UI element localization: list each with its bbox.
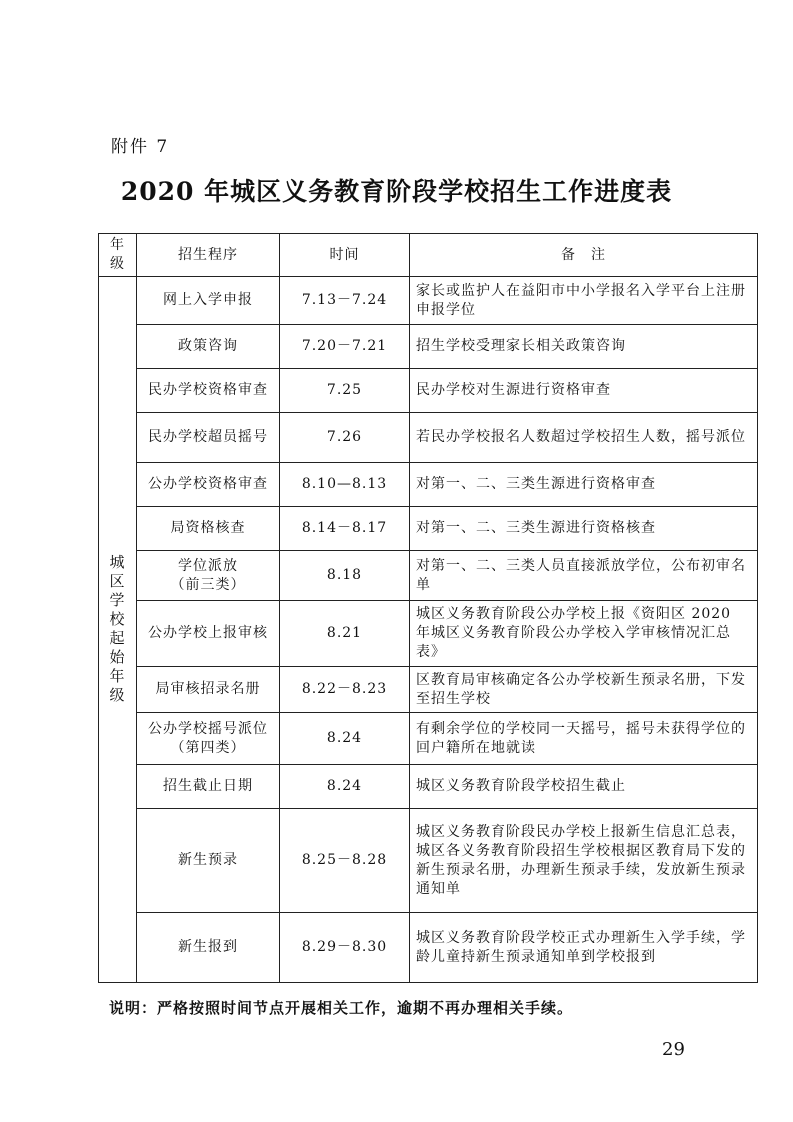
note-cell: 家长或监护人在益阳市中小学报名入学平台上注册申报学位 — [410, 277, 758, 325]
header-grade: 年级 — [99, 234, 137, 277]
table-row — [99, 601, 758, 667]
procedure-cell: 招生截止日期 — [137, 765, 280, 809]
time-cell: 8.25－8.28 — [280, 809, 410, 913]
procedure-cell — [137, 713, 280, 765]
note-cell: 城区义务教育阶段民办学校上报新生信息汇总表，城区各义务教育阶段招生学校根据区教育局下发的新生预录名册，办理新生预录手续，发放新生预录通知单 — [410, 809, 758, 913]
procedure-cell: 局审核招录名册 — [137, 667, 280, 713]
table-row — [99, 463, 758, 507]
table-row — [99, 413, 758, 463]
table-row — [99, 667, 758, 713]
table-row — [99, 913, 758, 983]
procedure-cell: 民办学校超员摇号 — [137, 413, 280, 463]
time-cell: 8.22－8.23 — [280, 667, 410, 713]
procedure-cell: 网上入学申报 — [137, 277, 280, 325]
note-cell: 招生学校受理家长相关政策咨询 — [410, 325, 758, 369]
time-cell: 8.10—8.13 — [280, 463, 410, 507]
procedure-cell: 公办学校上报审核 — [137, 601, 280, 667]
page-title: 2020 年城区义务教育阶段学校招生工作进度表 — [120, 177, 673, 206]
procedure-cell: 新生报到 — [137, 913, 280, 983]
time-cell: 7.13－7.24 — [280, 277, 410, 325]
procedure-subtext: （第四类） — [170, 739, 246, 756]
table-row — [99, 325, 758, 369]
header-note: 备 注 — [410, 234, 758, 277]
procedure-cell: 新生预录 — [137, 809, 280, 913]
header-time: 时间 — [280, 234, 410, 277]
grade-cell — [99, 277, 137, 983]
header-procedure: 招生程序 — [137, 234, 280, 277]
procedure-text: 学位派放 — [178, 557, 238, 574]
grade-label: 城区学校起始年级 — [109, 553, 126, 704]
table-row — [99, 765, 758, 809]
note-cell: 对第一、二、三类人员直接派放学位，公布初审名单 — [410, 551, 758, 601]
procedure-text: 公办学校摇号派位 — [148, 720, 268, 737]
table-row — [99, 369, 758, 413]
note-cell: 对第一、二、三类生源进行资格核查 — [410, 507, 758, 551]
time-cell: 7.20－7.21 — [280, 325, 410, 369]
note-cell: 区教育局审核确定各公办学校新生预录名册，下发至招生学校 — [410, 667, 758, 713]
time-cell: 8.29－8.30 — [280, 913, 410, 983]
time-cell: 8.24 — [280, 713, 410, 765]
note-cell: 城区义务教育阶段学校招生截止 — [410, 765, 758, 809]
procedure-subtext: （前三类） — [170, 576, 246, 593]
time-cell: 8.14－8.17 — [280, 507, 410, 551]
note-cell: 城区义务教育阶段公办学校上报《资阳区 2020 年城区义务教育阶段公办学校入学审核情况汇总表》 — [410, 601, 758, 667]
footnote: 说明：严格按照时间节点开展相关工作，逾期不再办理相关手续。 — [109, 999, 574, 1017]
procedure-cell — [137, 551, 280, 601]
page-number: 29 — [662, 1039, 685, 1060]
table-row — [99, 551, 758, 601]
table-row — [99, 713, 758, 765]
table-row — [99, 507, 758, 551]
note-cell: 有剩余学位的学校同一天摇号，摇号未获得学位的回户籍所在地就读 — [410, 713, 758, 765]
time-cell: 7.26 — [280, 413, 410, 463]
time-cell: 8.18 — [280, 551, 410, 601]
procedure-cell: 民办学校资格审查 — [137, 369, 280, 413]
note-cell: 若民办学校报名人数超过学校招生人数，摇号派位 — [410, 413, 758, 463]
table-header-row — [99, 234, 758, 277]
note-cell: 城区义务教育阶段学校正式办理新生入学手续，学龄儿童持新生预录通知单到学校报到 — [410, 913, 758, 983]
procedure-cell: 公办学校资格审查 — [137, 463, 280, 507]
time-cell: 8.21 — [280, 601, 410, 667]
table-row — [99, 277, 758, 325]
time-cell: 7.25 — [280, 369, 410, 413]
note-cell: 对第一、二、三类生源进行资格审查 — [410, 463, 758, 507]
procedure-cell: 政策咨询 — [137, 325, 280, 369]
procedure-cell: 局资格核查 — [137, 507, 280, 551]
table-row — [99, 809, 758, 913]
attachment-label: 附件 7 — [111, 137, 170, 157]
note-cell: 民办学校对生源进行资格审查 — [410, 369, 758, 413]
schedule-table — [98, 233, 758, 983]
time-cell: 8.24 — [280, 765, 410, 809]
